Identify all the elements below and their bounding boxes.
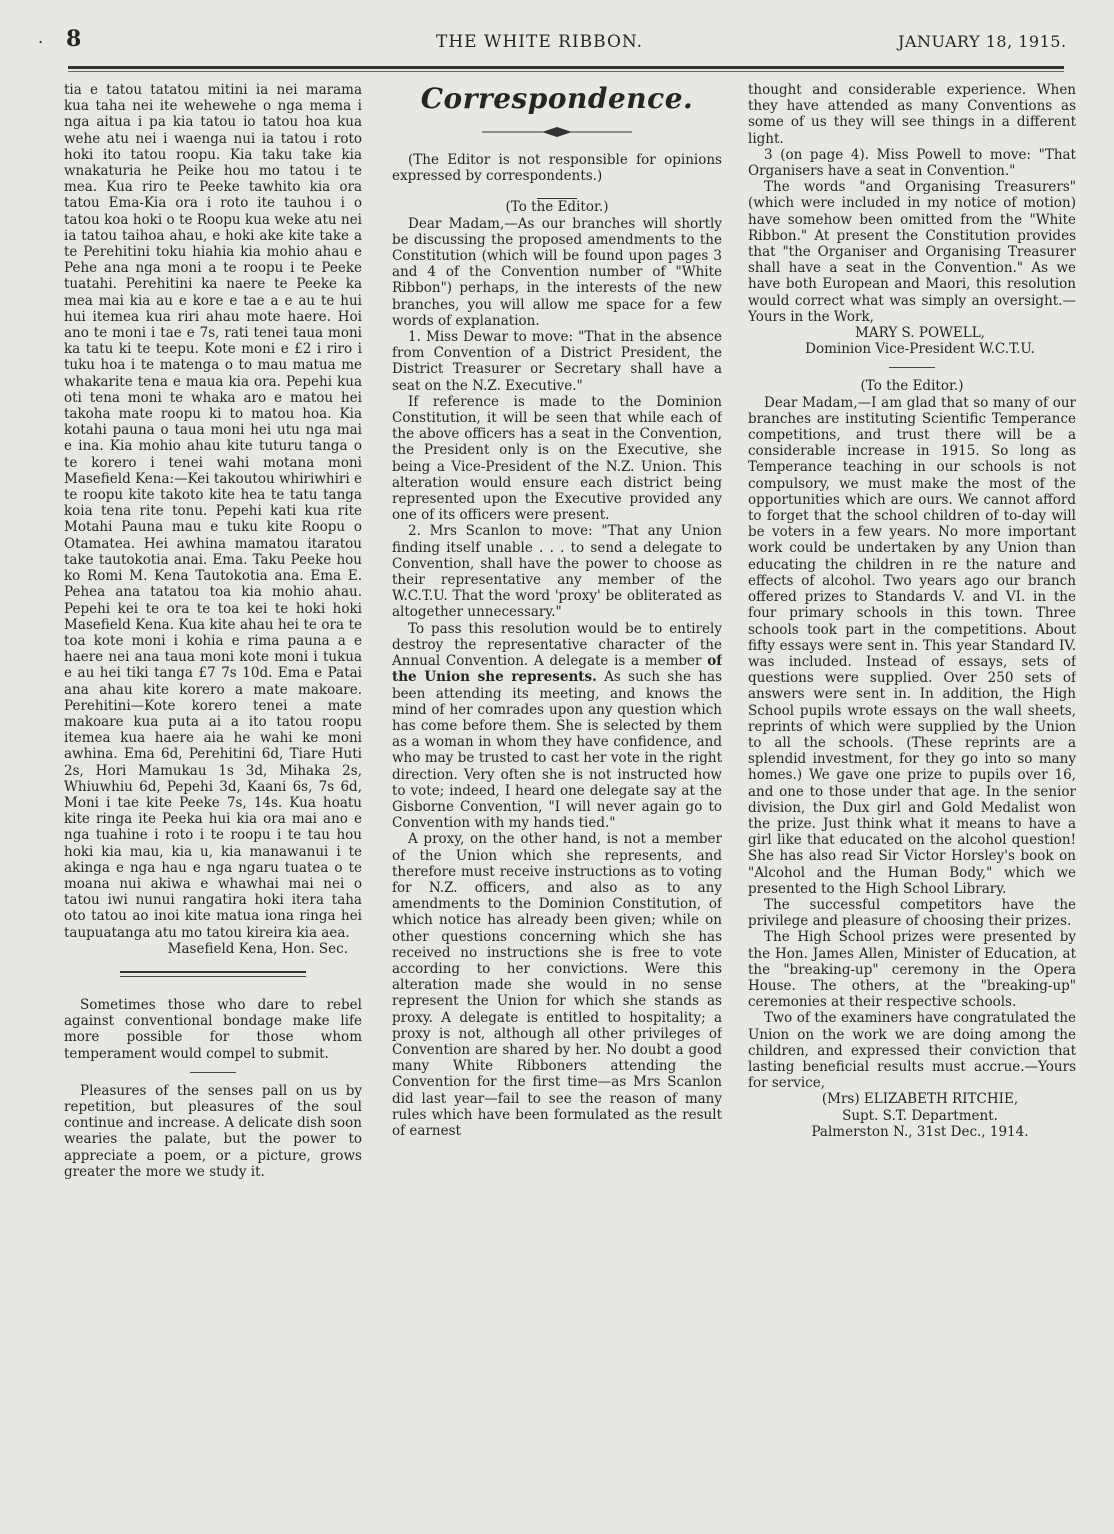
column-right [748, 82, 1076, 1522]
letter-paragraph: The High School prizes were presented by the Hon. James Allen, Minister of Education, at the "breaking-up" ceremony in the Opera House. The others, at the "breaking-up" ceremonies at their respective schools. [748, 929, 1076, 1011]
correspondence-heading: Correspondence. [420, 82, 694, 115]
page-header [0, 24, 1114, 64]
maori-report-signature: Masefield Kena, Hon. Sec. [167, 940, 348, 957]
ornament-divider-icon [482, 126, 632, 138]
header-dot: . [38, 28, 44, 47]
column-left [64, 82, 362, 1522]
letter-paragraph: Dear Madam,—As our branches will shortly be discussing the proposed amendments to the Constitution (which will be found upon pages 3 and 4 of the Convention number of "White Ribbon") perhaps, in the interests of the new branches, you will allow me space for a few words of explanation. [392, 215, 722, 329]
paragraph-part: As such she has been attending its meeting, and knows the mind of her comrades upon any question which has come before them. She is selected by them as a woman in whom they have confidence, and who may be trusted to cast her vote in the right direction. Very often she is not instructed how to vote; indeed, I heard one delegate say at the Gisborne Convention, "I will never again go to Convention with my hands tied." [392, 669, 722, 832]
editor-disclaimer: (The Editor is not responsible for opinions expressed by correspondents.) [392, 152, 722, 185]
letter-paragraph [392, 621, 722, 832]
header-rule [68, 66, 1064, 72]
letter-salutation-heading: (To the Editor.) [505, 199, 609, 216]
letter-salutation-heading: (To the Editor.) [860, 378, 964, 395]
column-middle [392, 82, 722, 1522]
signature-title: Supt. S.T. Department. [842, 1107, 998, 1124]
double-rule-divider [120, 971, 306, 977]
letter-paragraph: 3 (on page 4). Miss Powell to move: "That Organisers have a seat in Convention." [748, 146, 1076, 180]
signature-name: MARY S. POWELL, [855, 325, 985, 342]
letter-paragraph: thought and considerable experience. When they have attended as many Conventions as some of us they will see things in a different light. [748, 82, 1076, 147]
letter-paragraph: Two of the examiners have congratulated the Union on the work we are doing among the children, and expressed their conviction that lasting beneficial results must accrue.—Yours for service, [748, 1010, 1076, 1092]
letter-paragraph: The successful competitors have the privilege and pleasure of choosing their prizes. [748, 896, 1076, 930]
short-divider [889, 367, 935, 368]
letter-paragraph: 1. Miss Dewar to move: "That in the absence from Convention of a District President, the District Treasurer or Secretary shall have a seat on the N.Z. Executive." [392, 329, 722, 394]
page-number: 8 [66, 26, 82, 52]
letter-paragraph: The words "and Organising Treasurers" (which were included in my notice of motion) have somehow been omitted from the "White Ribbon." At present the Constitution provides that "the Organiser and Organising Treasurer shall have a seat in the Convention." As we have both European and Maori, this resolution would correct what was simply an oversight.—Yours in the Work, [748, 179, 1076, 325]
signature-title: Dominion Vice-President W.C.T.U. [805, 341, 1035, 358]
quote-conventional-bondage: Sometimes those who dare to rebel against conventional bondage make life more possible for those whom temperament would compel to submit. [64, 996, 362, 1062]
short-divider [190, 1072, 236, 1073]
letter-paragraph: If reference is made to the Dominion Constitution, it will be seen that while each of the above officers has a seat in the Convention, the President only is on the Executive, she being a Vice-President of the N.Z. Union. This alteration would ensure each district being represented upon the Executive provided any one of its officers were present. [392, 393, 722, 524]
maori-report-text: tia e tatou tatatou mitini ia nei marama kua taha nei ite wehewehe o nga mema i nga aitua i pa kia tatou io tatou hoa kua wehe atu nei i waenga nui ia tatou i roto hoki ito tatou roopu. Kia taku take kia wnakaturia he Peike hou mo tatou i te mea. Kua riro te Peeke tawhito kia ora tatou Ema-Kia ora i roto ite tauhou i o tatou koa hoki o te Roopu kua weke atu nei ia tatou taihoa ahau, e hoki ake kite take a te Perehitini toku hiahia kia mohio ahau e Pehe ana nga moni a te roopu i te Peeke tuatahi. Perehitini ka naere te Peeke ka mea mai kia au e kore e tae a e au te hui hui itemea kua riri ahau mote haere. Hoi ano te moni i tae e 7s, rati tenei taua moni ka tatu ki te teepu. Kote moni e £2 i riro i tuku hoa i te matenga o to mau matua me whakarite tena e maua kia ora. Pepehi kua oti tena moni te whaka aro e matou hei takoha mate roopu ki to matou hoa. Kia kotahi pauna o taua moni hei utu nga mai e ina. Kia mohio ahau kite tuturu tanga o te korero i tenei wahi motana moni Masefield Kena:—Kei takoutou whiriwhiri e te roopu kite takoto kite hea te tatu tanga koia tena rite tonu. Pepehi kati kua rite Motahi Pauna mau e tuku kite Roopu o Otamatea. Hei awhina mamatou itaratou take tautokotia anai. Ema. Taku Peeke hou ko Romi M. Kena Tautokotia ana. Ema E. Pehea ana tatatou toa kia mohio ahau. Pepehi kei te ora te toa kei te hoki hoki Masefield Kena. Kua kite ahau hei te ora te toa kote moni i kohia e rima pauna a e haere nei ana taua moni kote moni i tukua e au hei tiki tanga £7 7s 10d. Ema e Patai ana ahau kite korero a mate makoare. Perehitini—Kote korero tenei a mate makoare kua puta ai a ito tatou roopu itemea kua haere aia he wahi ke moni awhina. Ema 6d, Perehitini 6d, Tiare Huti 2s, Hori Mamukau 1s 3d, Mihaka 2s, Whiuwhiu 6d, Pepehi 3d, Kaani 6s, 7s 6d, Moni i tae kite Peeke 7s, 14s. Kua hoatu kite ringa ite Peeka hui kia ora mai ano e nga tuahine i roto i te roopu i te tau hou hoki kia mau, kia u, kia manawanui i te akinga e nga hau e nga ngaru tuatea o te moana nui akiwa e whawhai mai nei o tatou iwi nunui rangatira hoki itera taha oto tatou ao inoi kite matua iona ringa hei taupuatanga atu mo tatou kireira kia aea. [64, 82, 362, 941]
letter-paragraph: 2. Mrs Scanlon to move: "That any Union finding itself unable . . . to send a delegate to Convention, shall have the power to choose as their representative any member of the W.C.T.U. That the word 'proxy' be obliterated as altogether unnecessary." [392, 523, 722, 621]
letter-paragraph: Dear Madam,—I am glad that so many of our branches are instituting Scientific Temperance competitions, and trust there will be a considerable increase in 1915. So long as Temperance teaching in our schools is not compulsory, we must make the most of the opportunities which are ours. We cannot afford to forget that the school children of to-day will be voters in a few years. No more important work could be undertaken by any Union than educating the children in re the nature and effects of alcohol. Two years ago our branch offered prizes to Standards V. and VI. in the four primary schools in this town. Three schools took part in the competitions. About fifty essays were sent in. This year Standard IV. was included. Instead of essays, sets of questions were supplied. Over 250 sets of answers were sent in. In addition, the High School pupils wrote essays on the wall sheets, reprints of which were supplied by the Union to all the schools. (These reprints are a splendid investment, for they go into so many homes.) We gave one prize to pupils over 16, and one to those under that age. In the senior division, the Dux girl and Gold Medalist won the prize. Just think what it means to have a girl like that educated on the alcohol question! She has also read Sir Victor Horsley's book on "Alcohol and the Human Body," which we presented to the High School Library. [748, 394, 1076, 897]
publication-title: THE WHITE RIBBON. [436, 32, 644, 52]
signature-name: (Mrs) ELIZABETH RITCHIE, [821, 1091, 1019, 1108]
letter-paragraph: A proxy, on the other hand, is not a member of the Union which she represents, and therefore must receive instructions as to voting for N.Z. officers, and also as to any amendments to the Dominion Constitution, of which notice has already been given; while on other questions concerning which she has received no instructions she is free to vote according to her convictions. Were this alteration made she would in no sense represent the Union for which she stands as proxy. A delegate is entitled to hospitality; a proxy is not, although all other privileges of Convention are shared by her. No doubt a good many White Ribboners attending the Convention for the first time—as Mrs Scanlon did last year—fail to see the reason of many rules which have been formulated as the result of earnest [392, 831, 722, 1139]
bold-phrase: of the Union she represents. [392, 653, 722, 686]
issue-date: JANUARY 18, 1915. [898, 32, 1067, 51]
paragraph-part: To pass this resolution would be to entirely destroy the representative character of the Annual Convention. A delegate is a member [392, 620, 722, 670]
quote-pleasures-senses: Pleasures of the senses pall on us by repetition, but pleasures of the soul continue and increase. A delicate dish soon wearies the palate, but the power to appreciate a poem, or a picture, grows greater the more we study it. [64, 1082, 362, 1180]
signature-place-date: Palmerston N., 31st Dec., 1914. [811, 1123, 1029, 1140]
